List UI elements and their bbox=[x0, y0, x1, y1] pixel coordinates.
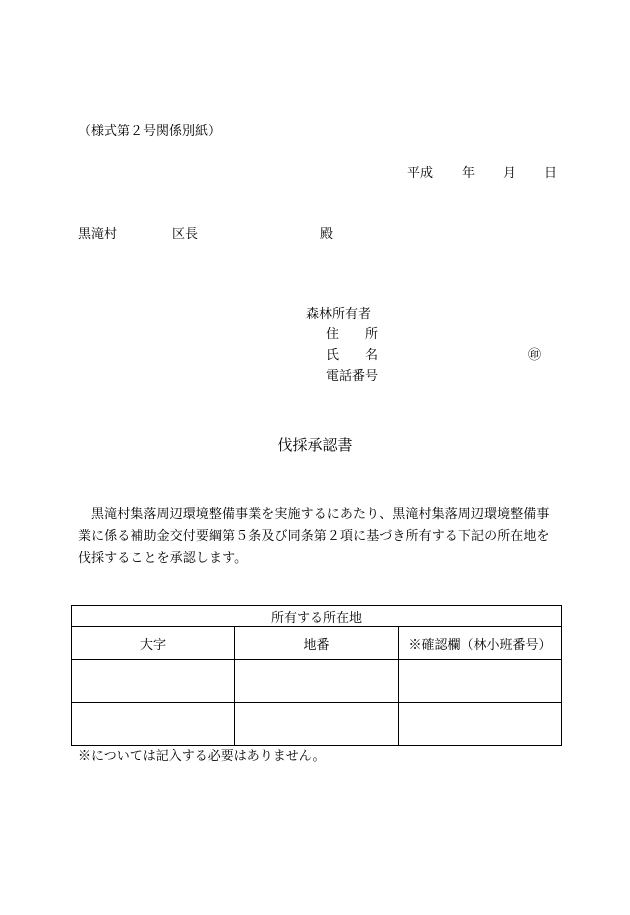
date-year: 年 bbox=[462, 166, 476, 181]
date-era: 平成 bbox=[407, 166, 434, 181]
table-row bbox=[72, 660, 562, 703]
owner-phone-label: 電話番号 bbox=[326, 369, 379, 384]
addressee-honorific: 殿 bbox=[320, 227, 334, 242]
owner-block bbox=[306, 303, 556, 383]
body-paragraph: 黒滝村集落周辺環境整備事業を実施するにあたり、黒滝村集落周辺環境整備事業に係る補助金交付要綱第５条及び同条第２項に基づき所有する下記の所在地を伐採することを承認します。 bbox=[78, 507, 550, 566]
addressee-district-head: 区長 bbox=[172, 227, 199, 242]
table-cell[interactable] bbox=[399, 703, 562, 746]
date-day: 日 bbox=[544, 166, 558, 181]
addressee-line bbox=[78, 223, 348, 241]
location-table bbox=[71, 605, 562, 746]
seal-mark: ㊞ bbox=[528, 348, 542, 363]
table-row bbox=[72, 703, 562, 746]
date-line bbox=[407, 162, 557, 180]
column-header-oaza: 大字 bbox=[72, 627, 235, 660]
column-header-confirmation: ※確認欄（林小班番号） bbox=[399, 627, 562, 660]
table-cell[interactable] bbox=[72, 703, 235, 746]
owner-name-label: 氏 名 bbox=[326, 348, 379, 363]
table-cell[interactable] bbox=[72, 660, 235, 703]
table-cell[interactable] bbox=[235, 660, 399, 703]
form-label: （様式第２号関係別紙） bbox=[78, 124, 222, 139]
column-header-chiban: 地番 bbox=[235, 627, 399, 660]
table-caption: 所有する所在地 bbox=[72, 606, 562, 627]
table-cell[interactable] bbox=[235, 703, 399, 746]
date-month: 月 bbox=[503, 166, 517, 181]
addressee-village: 黒滝村 bbox=[78, 227, 118, 242]
owner-address-label: 住 所 bbox=[326, 327, 379, 342]
owner-title: 森林所有者 bbox=[306, 307, 372, 322]
footnote: ※については記入する必要はありません。 bbox=[78, 749, 326, 764]
table-cell[interactable] bbox=[399, 660, 562, 703]
document-title: 伐採承認書 bbox=[277, 436, 353, 454]
